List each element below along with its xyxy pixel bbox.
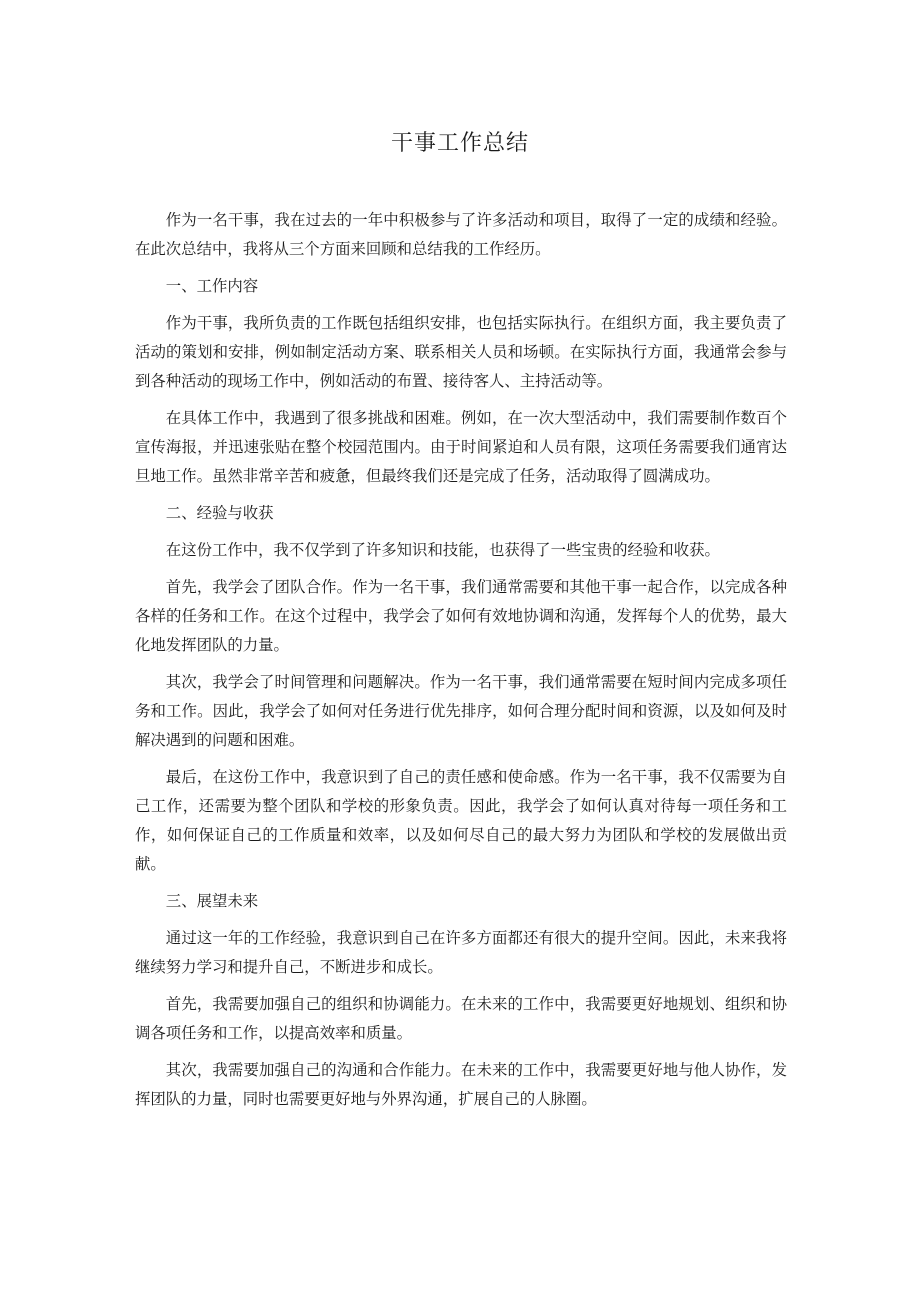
paragraph: 作为干事，我所负责的工作既包括组织安排，也包括实际执行。在组织方面，我主要负责了活动的策划和安排，例如制定活动方案、联系相关人员和场顿。在实际执行方面，我通常会参与到各种活动的现场工作中，例如活动的布置、接待客人、主持活动等。	[135, 314, 787, 390]
paragraph: 首先，我需要加强自己的组织和协调能力。在未来的工作中，我需要更好地规划、组织和协调各项任务和工作，以提高效率和质量。	[135, 995, 787, 1042]
document-body	[135, 206, 787, 1122]
paragraph: 首先，我学会了团队合作。作为一名干事，我们通常需要和其他干事一起合作，以完成各种各样的任务和工作。在这个过程中，我学会了如何有效地协调和沟通，发挥每个人的优势，最大化地发挥团队的力量。	[135, 578, 787, 654]
page-title: 干事工作总结	[390, 131, 529, 156]
paragraph: 在这份工作中，我不仅学到了许多知识和技能，也获得了一些宝贵的经验和收获。	[165, 541, 720, 559]
paragraph: 其次，我学会了时间管理和问题解决。作为一名干事，我们通常需要在短时间内完成多项任务和工作。因此，我学会了如何对任务进行优先排序，如何合理分配时间和资源，以及如何及时解决遇到的问题和困难。	[135, 673, 787, 749]
paragraph: 其次，我需要加强自己的沟通和合作能力。在未来的工作中，我需要更好地与他人协作，发挥团队的力量，同时也需要更好地与外界沟通，扩展自己的人脉圈。	[135, 1061, 787, 1108]
paragraph: 通过这一年的工作经验，我意识到自己在许多方面都还有很大的提升空间。因此，未来我将继续努力学习和提升自己，不断进步和成长。	[135, 929, 787, 976]
section-heading-work-content: 一、工作内容	[165, 277, 259, 295]
paragraph: 最后，在这份工作中，我意识到了自己的责任感和使命感。作为一名干事，我不仅需要为自己工作，还需要为整个团队和学校的形象负责。因此，我学会了如何认真对待每一项任务和工作，如何保证自己的工作质量和效率，以及如何尽自己的最大努力为团队和学校的发展做出贡献。	[135, 768, 787, 873]
intro-paragraph: 作为一名干事，我在过去的一年中积极参与了许多活动和项目，取得了一定的成绩和经验。在此次总结中，我将从三个方面来回顾和总结我的工作经历。	[135, 211, 787, 258]
section-heading-experience: 二、经验与收获	[165, 504, 274, 522]
paragraph: 在具体工作中，我遇到了很多挑战和困难。例如，在一次大型活动中，我们需要制作数百个宣传海报，并迅速张贴在整个校园范围内。由于时间紧迫和人员有限，这项任务需要我们通宵达旦地工作。虽然非常辛苦和疲惫，但最终我们还是完成了任务，活动取得了圆满成功。	[135, 409, 787, 485]
section-heading-future: 三、展望未来	[165, 892, 259, 910]
